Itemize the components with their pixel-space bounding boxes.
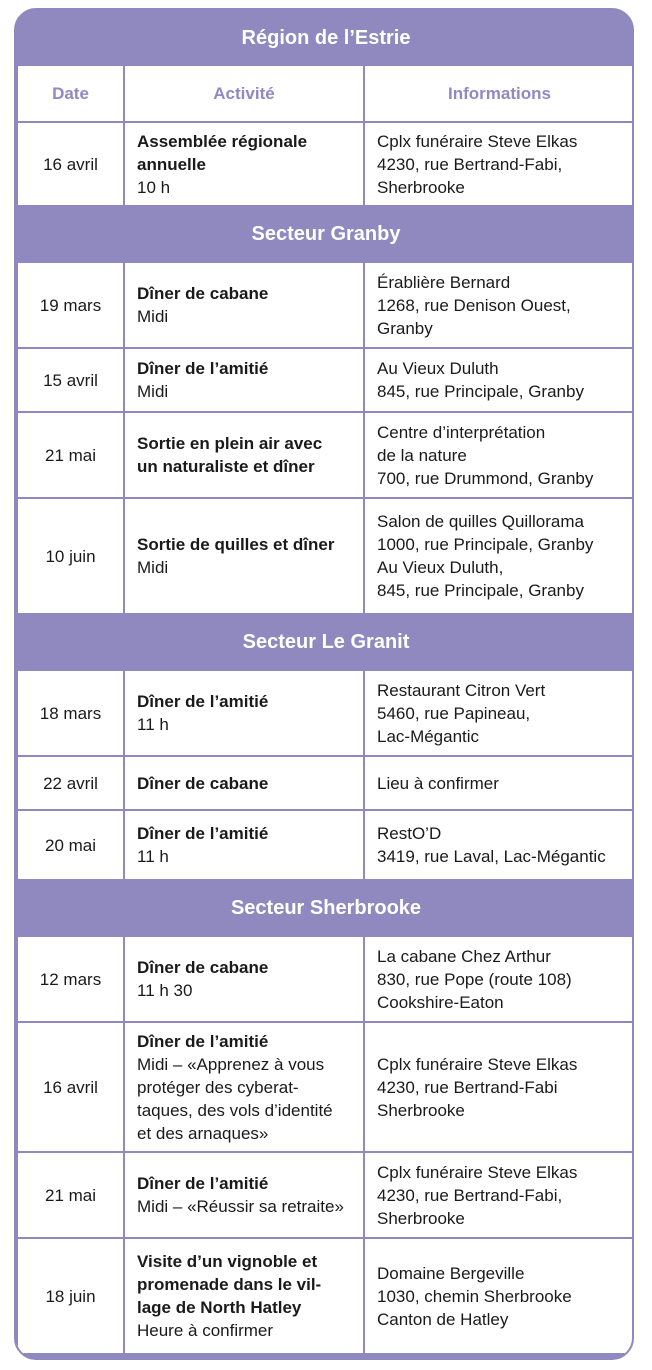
info-line: 845, rue Principale, Granby	[377, 581, 584, 600]
activity-title-line: Visite d’un vignoble et	[137, 1252, 318, 1271]
info-line: 4230, rue Bertrand-Fabi,	[377, 1185, 563, 1205]
table-row	[17, 756, 634, 810]
table-row	[17, 670, 634, 756]
activity-title-line: Assemblée régionale	[137, 131, 308, 151]
info-line: 845, rue Principale, Granby	[377, 382, 584, 401]
column-header-date: Date	[17, 65, 124, 122]
activity-title-line: Dîner de l’amitié	[137, 359, 269, 378]
event-date: 19 mars	[17, 262, 124, 348]
activity-title-line: Dîner de l’amitié	[137, 1174, 269, 1193]
event-date: 12 mars	[17, 936, 124, 1022]
info-line: Salon de quilles Quillorama	[377, 512, 584, 531]
info-line: La cabane Chez Arthur	[377, 946, 551, 966]
section-title: Secteur Sherbrooke	[17, 880, 634, 936]
table-row	[17, 1238, 634, 1354]
info-line: 4230, rue Bertrand-Fabi,	[377, 154, 563, 174]
event-date: 16 avril	[17, 122, 124, 206]
section-header-row	[17, 11, 634, 65]
info-line: Érablière Bernard	[377, 272, 511, 292]
activity-detail-line: Midi	[137, 382, 169, 401]
event-info	[364, 348, 634, 412]
event-info	[364, 498, 634, 614]
event-activity	[124, 262, 364, 348]
section-header-row	[17, 614, 634, 670]
info-line: Cplx funéraire Steve Elkas	[377, 131, 578, 151]
info-line: Sherbrooke	[377, 1208, 465, 1228]
info-line: 1000, rue Principale, Granby	[377, 535, 594, 554]
activity-title-line: lage de North Hatley	[137, 1298, 302, 1317]
info-line: Cplx funéraire Steve Elkas	[377, 1054, 578, 1074]
activity-title-line: Dîner de cabane	[137, 284, 269, 303]
event-info	[364, 122, 634, 206]
activity-detail-line: Midi	[137, 307, 169, 326]
event-info	[364, 1238, 634, 1354]
event-date: 18 juin	[17, 1238, 124, 1354]
activity-detail-line: 11 h	[137, 715, 169, 734]
event-info	[364, 810, 634, 880]
event-activity	[124, 1152, 364, 1238]
event-activity	[124, 122, 364, 206]
activity-detail-line: taques, des vols d’identité	[137, 1100, 333, 1120]
activity-title-line: un naturaliste et dîner	[137, 457, 315, 476]
activity-detail-line: et des arnaques»	[137, 1123, 269, 1143]
event-activity	[124, 498, 364, 614]
event-info	[364, 412, 634, 498]
column-header-info: Informations	[364, 65, 634, 122]
info-line: Cookshire-Eaton	[377, 992, 504, 1012]
section-title: Secteur Granby	[17, 206, 634, 262]
table-row	[17, 262, 634, 348]
event-activity	[124, 810, 364, 880]
table-row	[17, 498, 634, 614]
section-header-row	[17, 206, 634, 262]
table-row	[17, 1022, 634, 1152]
event-date: 18 mars	[17, 670, 124, 756]
table-row	[17, 936, 634, 1022]
activity-detail-line: 10 h	[137, 177, 171, 197]
info-line: 830, rue Pope (route 108)	[377, 969, 572, 989]
info-line: Cplx funéraire Steve Elkas	[377, 1162, 578, 1182]
activity-detail-line: Midi – «Réussir sa retraite»	[137, 1197, 344, 1216]
activity-detail-line: 11 h 30	[137, 981, 193, 1000]
info-line: Lac-Mégantic	[377, 726, 480, 746]
activity-title-line: Dîner de cabane	[137, 958, 269, 977]
event-info	[364, 262, 634, 348]
info-line: Sherbrooke	[377, 177, 465, 197]
activity-detail-line: Midi – «Apprenez à vous	[137, 1054, 325, 1074]
section-title: Région de l’Estrie	[17, 11, 634, 65]
event-activity	[124, 412, 364, 498]
info-line: Au Vieux Duluth,	[377, 558, 504, 577]
activity-detail-line: Midi	[137, 558, 169, 577]
info-line: 4230, rue Bertrand-Fabi	[377, 1077, 558, 1097]
event-info	[364, 670, 634, 756]
info-line: 1030, chemin Sherbrooke	[377, 1286, 572, 1306]
event-date: 16 avril	[17, 1022, 124, 1152]
event-date: 20 mai	[17, 810, 124, 880]
event-date: 21 mai	[17, 1152, 124, 1238]
info-line: RestO’D	[377, 824, 442, 843]
activity-title-line: annuelle	[137, 154, 206, 174]
events-table-body	[17, 11, 634, 1354]
event-activity	[124, 670, 364, 756]
event-date: 15 avril	[17, 348, 124, 412]
activity-detail-line: protéger des cyberat-	[137, 1077, 299, 1097]
activity-detail-line: Heure à confirmer	[137, 1321, 274, 1340]
event-info	[364, 1152, 634, 1238]
info-line: Restaurant Citron Vert	[377, 680, 546, 700]
event-date: 10 juin	[17, 498, 124, 614]
column-header-row	[17, 65, 634, 122]
event-info	[364, 936, 634, 1022]
activity-title-line: promenade dans le vil-	[137, 1275, 322, 1294]
section-header-row	[17, 880, 634, 936]
info-line: Sherbrooke	[377, 1100, 465, 1120]
table-row	[17, 1152, 634, 1238]
activity-title-line: Sortie de quilles et dîner	[137, 535, 335, 554]
event-activity	[124, 756, 364, 810]
activity-detail-line: 11 h	[137, 847, 169, 866]
event-activity	[124, 1238, 364, 1354]
table-row	[17, 122, 634, 206]
activity-title-line: Sortie en plein air avec	[137, 434, 323, 453]
section-title: Secteur Le Granit	[17, 614, 634, 670]
table-row	[17, 412, 634, 498]
info-line: Granby	[377, 318, 433, 338]
info-line: Domaine Bergeville	[377, 1263, 525, 1283]
info-line: Au Vieux Duluth	[377, 359, 499, 378]
activity-title-line: Dîner de cabane	[137, 773, 269, 793]
activity-title-line: Dîner de l’amitié	[137, 692, 269, 711]
activity-title-line: Dîner de l’amitié	[137, 824, 269, 843]
event-activity	[124, 936, 364, 1022]
events-table	[16, 10, 634, 1355]
table-row	[17, 810, 634, 880]
activity-title-line: Dîner de l’amitié	[137, 1031, 269, 1051]
table-row	[17, 348, 634, 412]
event-info	[364, 756, 634, 810]
info-line: 3419, rue Laval, Lac-Mégantic	[377, 847, 606, 866]
event-activity	[124, 1022, 364, 1152]
event-date: 22 avril	[17, 756, 124, 810]
event-date: 21 mai	[17, 412, 124, 498]
info-line: Centre d’interprétation	[377, 422, 546, 442]
info-line: 1268, rue Denison Ouest,	[377, 295, 571, 315]
events-table-frame	[14, 8, 634, 1360]
event-info	[364, 1022, 634, 1152]
info-line: Canton de Hatley	[377, 1309, 509, 1329]
info-line: 700, rue Drummond, Granby	[377, 468, 594, 488]
column-header-activity: Activité	[124, 65, 364, 122]
info-line: Lieu à confirmer	[377, 773, 499, 793]
event-activity	[124, 348, 364, 412]
info-line: 5460, rue Papineau,	[377, 703, 531, 723]
info-line: de la nature	[377, 445, 467, 465]
